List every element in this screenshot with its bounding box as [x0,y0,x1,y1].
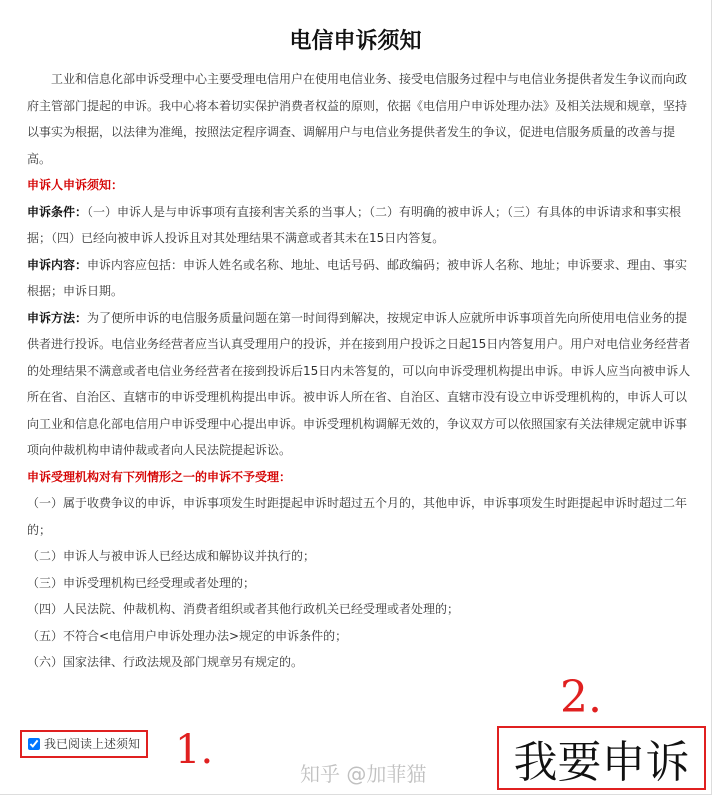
conditions-label: 申诉条件： [27,204,88,219]
exclusion-item: （三）申诉受理机构已经受理或者处理的； [27,575,256,590]
annotation-step-1: 1. [175,726,214,773]
conditions-paragraph [27,199,692,252]
exclusion-item: （六）国家法律、行政法规及部门规章另有规定的。 [27,655,304,669]
annotation-step-2: 2. [560,671,602,723]
agree-checkbox-area[interactable] [20,730,148,758]
watermark: 知乎 @加菲猫 [300,761,427,786]
section-heading-applicant: 申诉人申诉须知： [27,178,124,192]
intro-paragraph: 工业和信息化部申诉受理中心主要受理电信用户在使用电信业务、接受电信服务过程中与电信业务提供者发生争议而向政府主管部门提起的申诉。我中心将本着切实保护消费者权益的原则，依据《电信用户申诉处理办法》及相关法规和规章，坚持以事实为根据，以法律为准绳，按照法定程序调查、调解用户与电信业务提供者发生的争议，促进电信服务质量的改善与提高。 [27,72,688,166]
contents-text: 申诉内容应包括：申诉人姓名或名称、地址、电话号码、邮政编码；被申诉人名称、地址；申诉要求、理由、事实根据；申诉日期。 [27,257,688,298]
exclusion-item: （四）人民法院、仲裁机构、消费者组织或者其他行政机关已经受理或者处理的； [27,602,460,616]
notice-content [27,66,692,676]
action-area [0,671,711,794]
method-paragraph [27,305,692,464]
exclusion-item: （一）属于收费争议的申诉，申诉事项发生时距提起申诉时超过五个月的，其他申诉，申诉事项发生时距提起申诉时超过二年的； [27,496,688,537]
submit-complaint-button[interactable]: 我要申诉 [497,726,706,790]
exclusion-item: （五）不符合<电信用户申诉处理办法>规定的申诉条件的； [27,628,348,643]
method-label: 申诉方法： [27,310,88,325]
conditions-text: （一）申诉人是与申诉事项有直接利害关系的当事人；（二）有明确的被申诉人；（三）有具体的申诉请求和事实根据；（四）已经向被申诉人投诉且对其处理结果不满意或者其未在15日内答复。 [27,204,682,245]
contents-label: 申诉内容： [27,257,88,272]
section-heading-exclusions: 申诉受理机构对有下列情形之一的申诉不予受理： [27,469,292,484]
agree-checkbox[interactable] [28,738,40,750]
method-text: 为了便所申诉的电信服务质量问题在第一时间得到解决，按规定申诉人应就所申诉事项首先向所使用电信业务的提供者进行投诉。电信业务经营者应当认真受理用户的投诉，并在接到用户投诉之日起15日内答复用户。用户对电信业务经营者的处理结果不满意或者电信业务经营者在接到投诉后15日内未答复的，可以向申诉受理机构提出申诉。申诉人应当向被申诉人所在省、自治区、直辖市的申诉受理机构提出申诉。被申诉人所在省、自治区、直辖市没有设立申诉受理机构的，申诉人可以向工业和信息化部电信用户申诉受理中心提出申诉。申诉受理机构调解无效的，争议双方可以依照国家有关法律规定就申诉事项向仲裁机构申请仲裁或者向人民法院提起诉讼。 [27,310,691,457]
page-title: 电信申诉须知 [289,29,422,54]
agree-label: 我已阅读上述须知 [44,737,141,751]
exclusion-item: （二）申诉人与被申诉人已经达成和解协议并执行的； [27,549,316,563]
contents-paragraph [27,252,692,305]
